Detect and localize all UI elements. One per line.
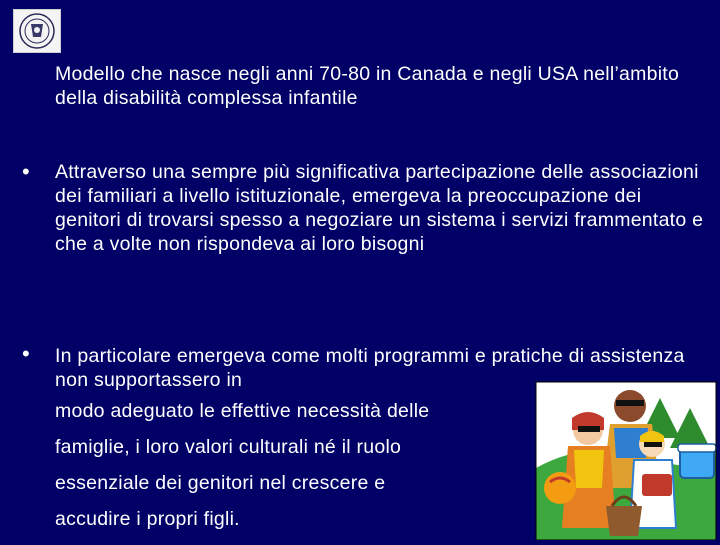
bullet-marker: • [22, 159, 30, 184]
bullet-paragraph-1: Attraverso una sempre più significativa partecipazione delle associazioni dei familiari a livello istituzionale, emergeva la preoccupazione dei genitori di trovarsi spesso a negoziare un sistema i servizi frammentato e che a volte non rispondeva ai loro bisogni [55, 161, 704, 255]
emblem-logo-icon [13, 9, 61, 53]
intro-paragraph: Modello che nasce negli anni 70-80 in Canada e negli USA nell’ambito della disabilità complessa infantile [55, 63, 680, 109]
bullet-marker: • [22, 341, 30, 366]
bullet-paragraph-2-line-2: modo adeguato le effettive necessità delle [55, 400, 430, 422]
bullet-paragraph-2-line-5: accudire i propri figli. [55, 508, 240, 530]
bullet-paragraph-2-line-1: In particolare emergeva come molti programmi e pratiche di assistenza non supportassero in [55, 345, 685, 391]
family-clipart-icon [530, 378, 720, 540]
bullet-paragraph-2-line-4: essenziale dei genitori nel crescere e [55, 472, 386, 494]
bullet-paragraph-2-line-3: famiglie, i loro valori culturali né il ruolo [55, 436, 402, 458]
